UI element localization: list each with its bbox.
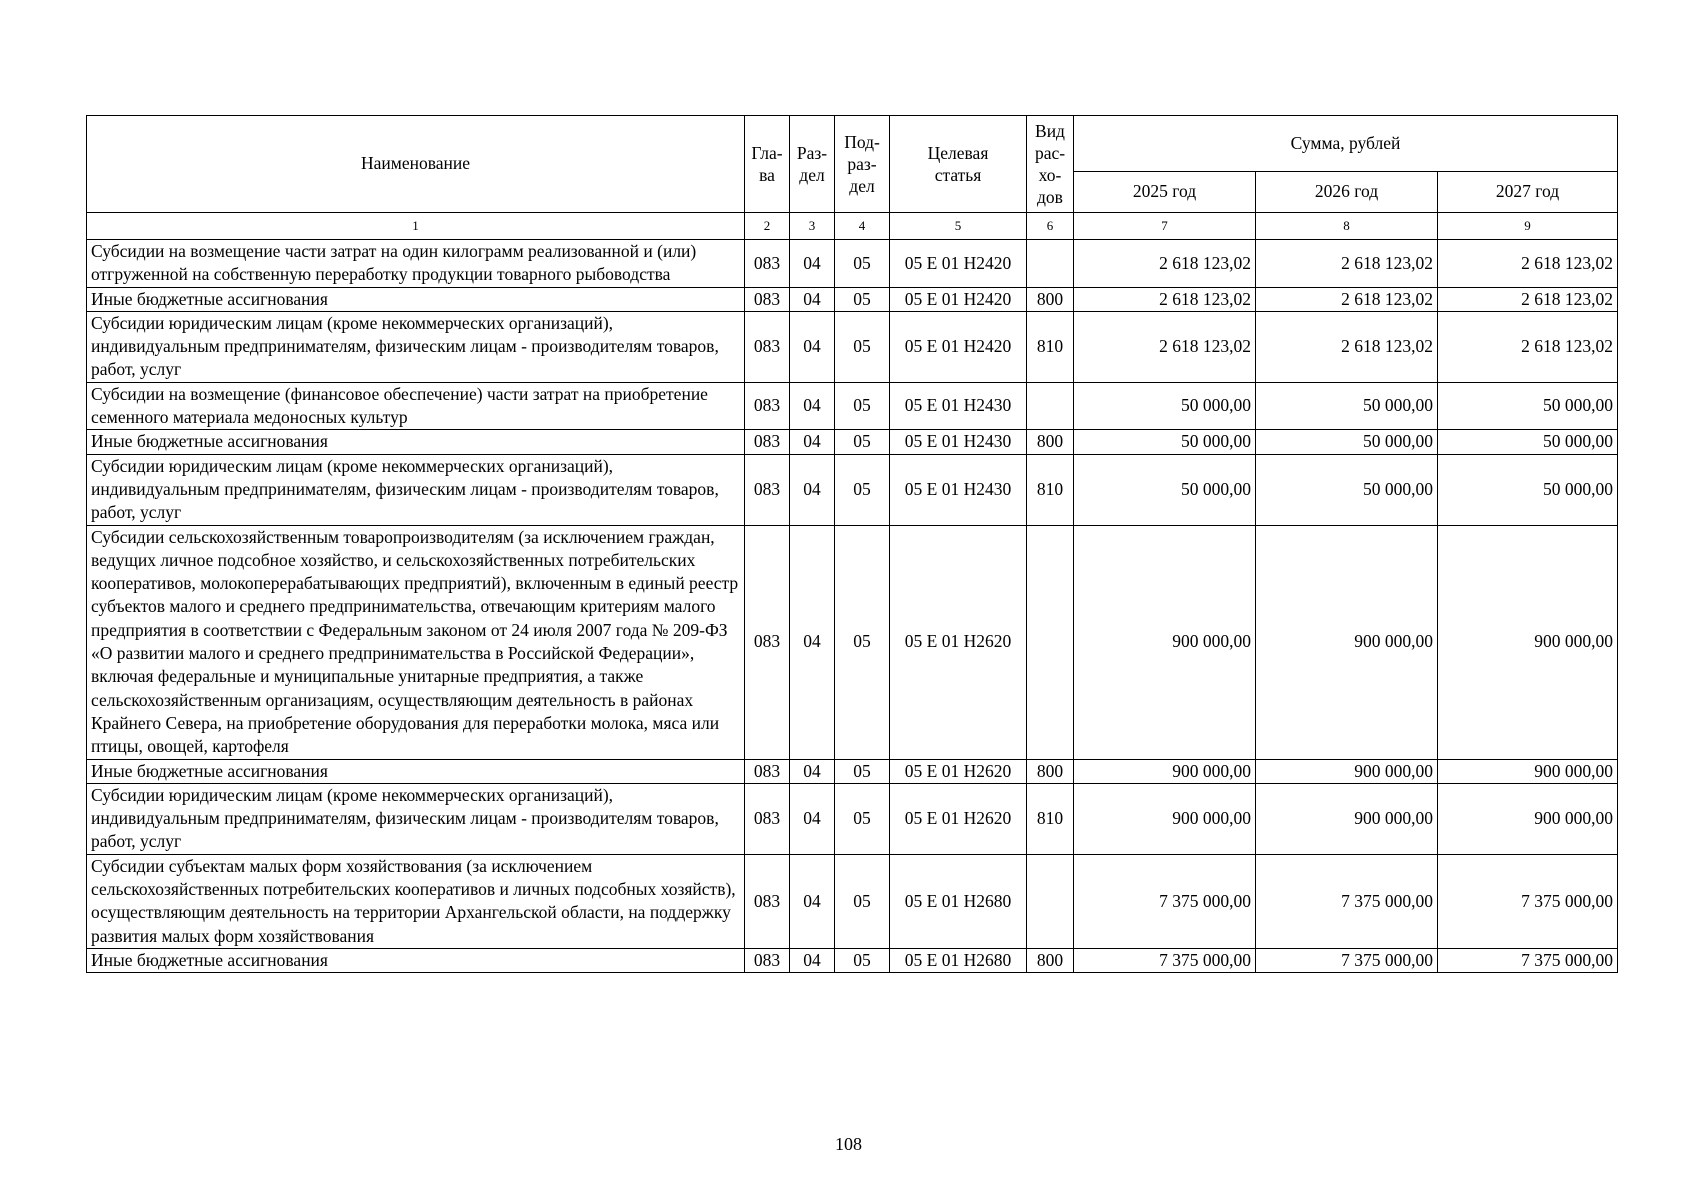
column-number: 6: [1027, 213, 1074, 240]
table-body: [87, 240, 1618, 973]
amount-2026-cell: 900 000,00: [1256, 525, 1438, 759]
expense-type-cell: 810: [1027, 783, 1074, 854]
amount-2026-cell: 900 000,00: [1256, 759, 1438, 783]
table-row: [87, 240, 1618, 288]
header-target-article: Целевая статья: [890, 116, 1027, 213]
amount-2027-cell: 2 618 123,02: [1438, 287, 1618, 311]
expense-type-cell: 810: [1027, 454, 1074, 525]
amount-2026-cell: 2 618 123,02: [1256, 240, 1438, 288]
column-number: 5: [890, 213, 1027, 240]
header-year-2025: 2025 год: [1074, 172, 1256, 213]
amount-2027-cell: 50 000,00: [1438, 454, 1618, 525]
amount-2026-cell: 50 000,00: [1256, 454, 1438, 525]
amount-2027-cell: 50 000,00: [1438, 382, 1618, 430]
table-row: [87, 854, 1618, 948]
section-cell: 04: [790, 311, 835, 382]
row-name-cell: Субсидии сельскохозяйственным товаропроизводителям (за исключением граждан, ведущих личное подсобное хозяйство, и сельскохозяйственных потребительских кооперативов, молокоперерабатывающих предприятий), включенным в единый реестр субъектов малого и среднего предпринимательства, отвечающим критериям малого предприятия в соответствии с Федеральным законом от 24 июля 2007 года № 209-ФЗ «О развитии малого и среднего предпринимательства в Российской Федерации», включая федеральные и муниципальные унитарные предприятия, а также сельскохозяйственным организациям, осуществляющим деятельность в районах Крайнего Севера, на приобретение оборудования для переработки молока, мяса или птицы, овощей, картофеля: [87, 525, 745, 759]
chapter-cell: 083: [745, 948, 790, 972]
page-number: 108: [835, 1134, 862, 1154]
row-name-cell: Иные бюджетные ассигнования: [87, 948, 745, 972]
header-chapter: Гла- ва: [745, 116, 790, 213]
amount-2025-cell: 900 000,00: [1074, 525, 1256, 759]
amount-2027-cell: 900 000,00: [1438, 525, 1618, 759]
amount-2025-cell: 2 618 123,02: [1074, 240, 1256, 288]
budget-table: [86, 115, 1618, 973]
section-cell: 04: [790, 382, 835, 430]
target-article-cell: 05 Е 01 Н2680: [890, 948, 1027, 972]
amount-2025-cell: 7 375 000,00: [1074, 948, 1256, 972]
amount-2026-cell: 2 618 123,02: [1256, 311, 1438, 382]
chapter-cell: 083: [745, 783, 790, 854]
amount-2025-cell: 900 000,00: [1074, 759, 1256, 783]
section-cell: 04: [790, 854, 835, 948]
amount-2027-cell: 2 618 123,02: [1438, 311, 1618, 382]
subsection-cell: 05: [835, 454, 890, 525]
amount-2027-cell: 50 000,00: [1438, 430, 1618, 454]
header-name: Наименование: [87, 116, 745, 213]
column-number: 3: [790, 213, 835, 240]
target-article-cell: 05 Е 01 Н2680: [890, 854, 1027, 948]
row-name-cell: Субсидии субъектам малых форм хозяйствования (за исключением сельскохозяйственных потребительских кооперативов и личных подсобных хозяйств), осуществляющим деятельность на территории Архангельской области, на поддержку развития малых форм хозяйствования: [87, 854, 745, 948]
expense-type-cell: 800: [1027, 287, 1074, 311]
amount-2025-cell: 2 618 123,02: [1074, 311, 1256, 382]
amount-2026-cell: 2 618 123,02: [1256, 287, 1438, 311]
subsection-cell: 05: [835, 525, 890, 759]
chapter-cell: 083: [745, 854, 790, 948]
subsection-cell: 05: [835, 759, 890, 783]
section-cell: 04: [790, 948, 835, 972]
amount-2025-cell: 50 000,00: [1074, 382, 1256, 430]
header-year-2027: 2027 год: [1438, 172, 1618, 213]
amount-2026-cell: 50 000,00: [1256, 382, 1438, 430]
expense-type-cell: 800: [1027, 430, 1074, 454]
target-article-cell: 05 Е 01 Н2620: [890, 525, 1027, 759]
subsection-cell: 05: [835, 948, 890, 972]
column-number: 4: [835, 213, 890, 240]
amount-2025-cell: 900 000,00: [1074, 783, 1256, 854]
expense-type-cell: 800: [1027, 759, 1074, 783]
amount-2027-cell: 900 000,00: [1438, 783, 1618, 854]
subsection-cell: 05: [835, 287, 890, 311]
chapter-cell: 083: [745, 287, 790, 311]
subsection-cell: 05: [835, 240, 890, 288]
expense-type-cell: 810: [1027, 311, 1074, 382]
subsection-cell: 05: [835, 430, 890, 454]
column-number: 9: [1438, 213, 1618, 240]
target-article-cell: 05 Е 01 Н2620: [890, 759, 1027, 783]
table-row: [87, 783, 1618, 854]
subsection-cell: 05: [835, 382, 890, 430]
amount-2027-cell: 7 375 000,00: [1438, 854, 1618, 948]
amount-2026-cell: 7 375 000,00: [1256, 948, 1438, 972]
section-cell: 04: [790, 759, 835, 783]
row-name-cell: Субсидии юридическим лицам (кроме некоммерческих организаций), индивидуальным предпринимателям, физическим лицам - производителям товаров, работ, услуг: [87, 783, 745, 854]
header-section: Раз- дел: [790, 116, 835, 213]
target-article-cell: 05 Е 01 Н2420: [890, 287, 1027, 311]
header-amount: Сумма, рублей: [1074, 116, 1618, 172]
target-article-cell: 05 Е 01 Н2620: [890, 783, 1027, 854]
row-name-cell: Иные бюджетные ассигнования: [87, 430, 745, 454]
table-row: [87, 382, 1618, 430]
amount-2027-cell: 7 375 000,00: [1438, 948, 1618, 972]
expense-type-cell: [1027, 382, 1074, 430]
section-cell: 04: [790, 783, 835, 854]
table-row: [87, 525, 1618, 759]
expense-type-cell: [1027, 240, 1074, 288]
row-name-cell: Иные бюджетные ассигнования: [87, 759, 745, 783]
amount-2026-cell: 50 000,00: [1256, 430, 1438, 454]
subsection-cell: 05: [835, 854, 890, 948]
section-cell: 04: [790, 287, 835, 311]
table-row: [87, 311, 1618, 382]
target-article-cell: 05 Е 01 Н2420: [890, 311, 1027, 382]
subsection-cell: 05: [835, 783, 890, 854]
row-name-cell: Субсидии на возмещение части затрат на один килограмм реализованной и (или) отгруженной на собственную переработку продукции товарного рыбоводства: [87, 240, 745, 288]
chapter-cell: 083: [745, 430, 790, 454]
expense-type-cell: 800: [1027, 948, 1074, 972]
row-name-cell: Субсидии юридическим лицам (кроме некоммерческих организаций), индивидуальным предпринимателям, физическим лицам - производителям товаров, работ, услуг: [87, 454, 745, 525]
header-subsection: Под- раз- дел: [835, 116, 890, 213]
section-cell: 04: [790, 525, 835, 759]
header-expense-type: Вид рас- хо- дов: [1027, 116, 1074, 213]
header-year-2026: 2026 год: [1256, 172, 1438, 213]
section-cell: 04: [790, 430, 835, 454]
row-name-cell: Субсидии юридическим лицам (кроме некоммерческих организаций), индивидуальным предпринимателям, физическим лицам - производителям товаров, работ, услуг: [87, 311, 745, 382]
table-row: [87, 759, 1618, 783]
row-name-cell: Субсидии на возмещение (финансовое обеспечение) части затрат на приобретение семенного материала медоносных культур: [87, 382, 745, 430]
amount-2027-cell: 2 618 123,02: [1438, 240, 1618, 288]
column-number: 2: [745, 213, 790, 240]
section-cell: 04: [790, 240, 835, 288]
amount-2025-cell: 50 000,00: [1074, 430, 1256, 454]
target-article-cell: 05 Е 01 Н2420: [890, 240, 1027, 288]
chapter-cell: 083: [745, 454, 790, 525]
expense-type-cell: [1027, 525, 1074, 759]
chapter-cell: 083: [745, 240, 790, 288]
column-number: 8: [1256, 213, 1438, 240]
target-article-cell: 05 Е 01 Н2430: [890, 454, 1027, 525]
table-row: [87, 948, 1618, 972]
table-row: [87, 454, 1618, 525]
subsection-cell: 05: [835, 311, 890, 382]
section-cell: 04: [790, 454, 835, 525]
column-number: 1: [87, 213, 745, 240]
amount-2025-cell: 2 618 123,02: [1074, 287, 1256, 311]
amount-2025-cell: 50 000,00: [1074, 454, 1256, 525]
chapter-cell: 083: [745, 311, 790, 382]
chapter-cell: 083: [745, 382, 790, 430]
column-number: 7: [1074, 213, 1256, 240]
amount-2025-cell: 7 375 000,00: [1074, 854, 1256, 948]
column-number-row: [87, 213, 1618, 240]
chapter-cell: 083: [745, 759, 790, 783]
chapter-cell: 083: [745, 525, 790, 759]
amount-2027-cell: 900 000,00: [1438, 759, 1618, 783]
row-name-cell: Иные бюджетные ассигнования: [87, 287, 745, 311]
table-row: [87, 430, 1618, 454]
expense-type-cell: [1027, 854, 1074, 948]
target-article-cell: 05 Е 01 Н2430: [890, 382, 1027, 430]
amount-2026-cell: 7 375 000,00: [1256, 854, 1438, 948]
amount-2026-cell: 900 000,00: [1256, 783, 1438, 854]
target-article-cell: 05 Е 01 Н2430: [890, 430, 1027, 454]
table-row: [87, 287, 1618, 311]
